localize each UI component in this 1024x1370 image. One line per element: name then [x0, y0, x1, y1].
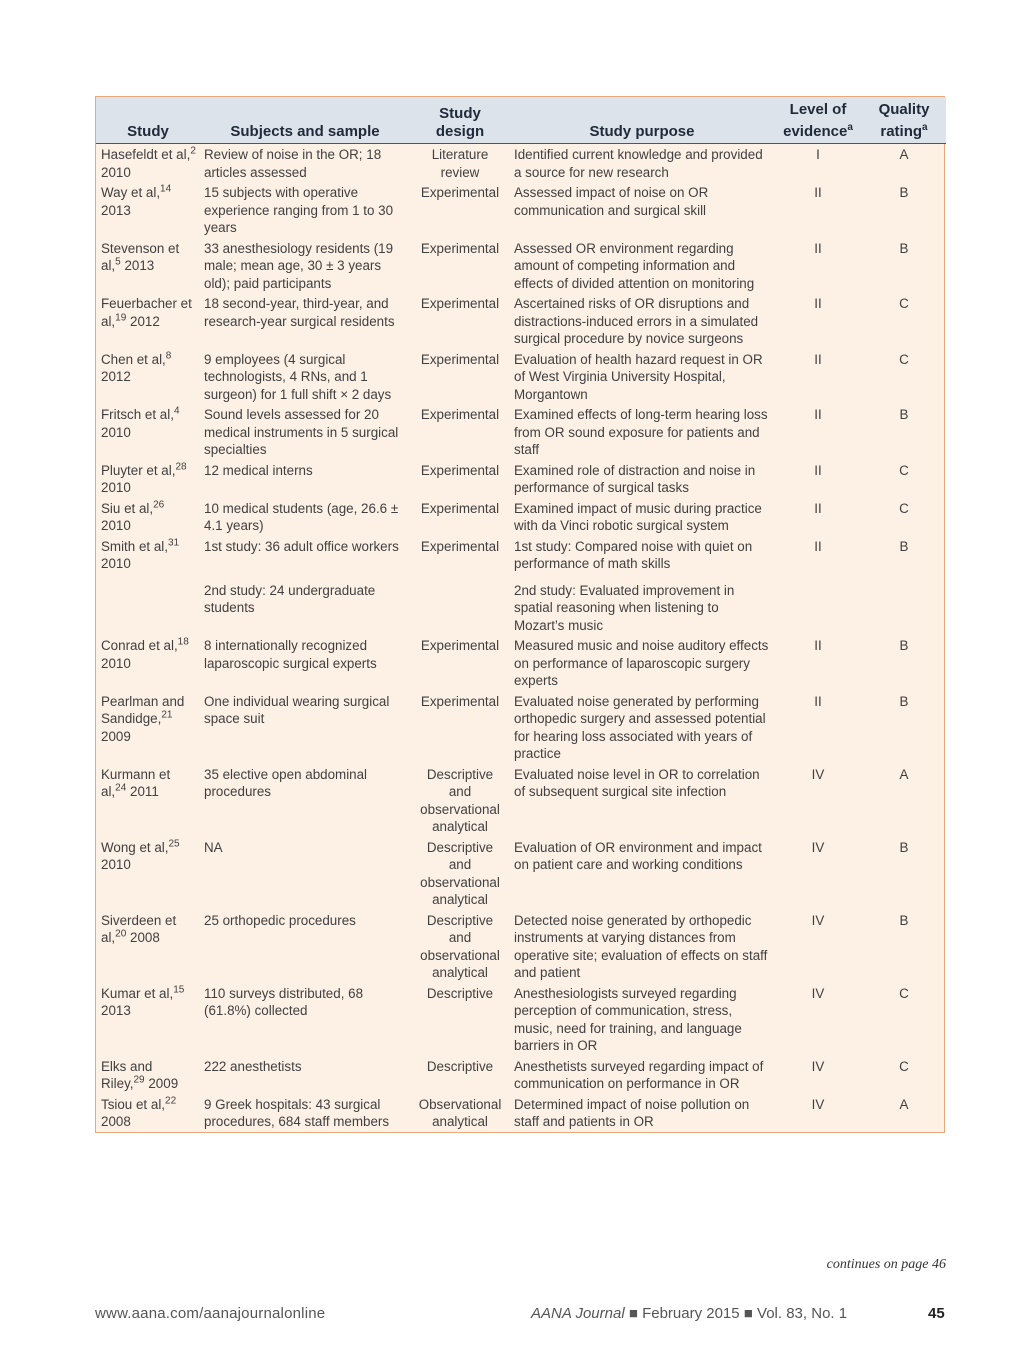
cell-design: Experimental	[420, 538, 500, 554]
study-author: Smith et al,	[101, 538, 168, 554]
cell-purpose: Examined role of distraction and noise in performance of surgical tasks	[514, 462, 756, 495]
cell-design: Experimental	[420, 638, 500, 653]
cell-quality: B	[899, 185, 909, 200]
cell-subjects: 35 elective open abdominal procedures	[204, 766, 368, 799]
cell-design: Descriptive and observational analytical	[420, 839, 500, 907]
cell-level: II	[814, 296, 822, 311]
cell-level: II	[814, 185, 822, 200]
cell-level: II	[814, 240, 822, 256]
table-row	[96, 404, 946, 460]
study-year: 2012	[101, 369, 131, 384]
study-author: Stevenson et al,	[101, 240, 180, 273]
cell-design: Experimental	[420, 462, 500, 478]
table-row	[96, 182, 946, 238]
table-row	[96, 1094, 946, 1132]
cell-subjects: 222 anesthetists	[204, 1058, 302, 1074]
cell-quality: B	[899, 240, 909, 256]
table-row	[96, 536, 946, 574]
study-year: 2010	[101, 857, 131, 872]
cell-subjects: 8 internationally recognized laparoscopic surgical experts	[204, 638, 377, 671]
cell-design: Descriptive and observational analytical	[420, 912, 500, 980]
reference-number: 28	[175, 461, 187, 473]
cell-quality: A	[899, 766, 909, 782]
study-author: Elks and Riley,	[101, 1058, 153, 1091]
study-year: 2009	[101, 728, 131, 744]
table-row	[96, 293, 946, 349]
cell-level: IV	[811, 766, 825, 782]
cell-purpose: Anesthetists surveyed regarding impact of communication on performance in OR	[514, 1058, 764, 1091]
reference-number: 22	[165, 1095, 177, 1107]
cell-purpose: Measured music and noise auditory effects on performance of laparoscopic surgery experts	[514, 638, 769, 688]
table-row	[96, 691, 946, 764]
reference-number: 18	[177, 636, 189, 648]
table-row	[96, 574, 946, 636]
reference-number: 2	[190, 145, 196, 157]
study-author: Wong et al,	[101, 839, 169, 855]
reference-number: 19	[115, 312, 127, 324]
study-year: 2013	[101, 202, 131, 218]
reference-number: 31	[167, 537, 180, 549]
study-year: 2010	[101, 556, 131, 571]
cell-level: II	[814, 500, 822, 516]
cell-level: I	[816, 147, 820, 162]
cell-study	[96, 144, 200, 183]
cell-purpose: Evaluated noise generated by performing orthopedic surgery and assessed potential for hearing loss associated with years of practice	[514, 693, 766, 761]
cell-quality: A	[899, 147, 909, 162]
study-author: Tsiou et al,	[101, 1096, 166, 1112]
cell-purpose: Assessed impact of noise on OR communication and surgical skill	[514, 185, 709, 218]
cell-subjects: NA	[204, 839, 223, 855]
cell-subjects: 2nd study: 24 undergraduate students	[204, 582, 376, 615]
cell-quality: B	[899, 407, 909, 422]
cell-purpose: 2nd study: Evaluated improvement in spatial reasoning when listening to Mozart’s music	[514, 582, 735, 633]
cell-purpose: Detected noise generated by orthopedic instruments at varying distances from operative site; evaluation of effects on staff and patient	[514, 912, 768, 980]
header-study: Study	[96, 97, 200, 144]
footer-separator: ■	[628, 1305, 638, 1322]
table-body	[96, 144, 946, 1132]
cell-quality: C	[899, 985, 909, 1001]
cell-purpose: 1st study: Compared noise with quiet on performance of math skills	[514, 538, 753, 571]
study-author: Chen et al,	[101, 351, 166, 367]
cell-level: IV	[811, 912, 825, 928]
study-year: 2010	[101, 480, 131, 495]
cell-purpose: Examined impact of music during practice with da Vinci robotic surgical system	[514, 500, 762, 533]
cell-design: Experimental	[420, 500, 500, 516]
study-author: Pluyter et al,	[101, 462, 176, 478]
study-author: Siu et al,	[101, 500, 154, 516]
cell-study	[96, 983, 200, 1056]
cell-quality	[862, 574, 946, 636]
cell-purpose: Determined impact of noise pollution on staff and patients in OR	[514, 1096, 750, 1129]
study-year: 2010	[101, 518, 131, 533]
table-row	[96, 837, 946, 910]
reference-number: 26	[153, 499, 165, 511]
cell-subjects: 12 medical interns	[204, 462, 313, 478]
cell-subjects: 25 orthopedic procedures	[204, 912, 356, 928]
study-author: Siverdeen et al,	[101, 912, 177, 945]
cell-design: Experimental	[420, 407, 500, 422]
cell-study	[96, 764, 200, 837]
cell-subjects: 33 anesthesiology residents (19 male; mean age, 30 ± 3 years old); paid participants	[204, 240, 394, 291]
reference-number: 25	[168, 838, 180, 850]
table-row	[96, 635, 946, 691]
cell-level: II	[814, 693, 822, 709]
study-author: Hasefeldt et al,	[101, 147, 191, 162]
cell-subjects: Sound levels assessed for 20 medical instruments in 5 surgical specialties	[204, 407, 399, 457]
reference-number: 20	[115, 928, 127, 940]
cell-design: Experimental	[420, 296, 500, 311]
study-year: 2010	[101, 655, 131, 671]
reference-number: 8	[165, 350, 172, 362]
cell-study	[96, 238, 200, 294]
evidence-table-frame	[95, 96, 945, 1133]
study-year: 2008	[101, 1114, 131, 1129]
cell-purpose: Identified current knowledge and provided a source for new research	[514, 147, 763, 180]
study-year: 2010	[101, 424, 131, 440]
study-year: 2009	[148, 1076, 179, 1091]
study-author: Kumar et al,	[101, 985, 174, 1001]
cell-level: IV	[811, 1096, 825, 1112]
cell-study	[96, 910, 200, 983]
cell-purpose: Evaluation of OR environment and impact on patient care and working conditions	[514, 839, 762, 872]
study-author: Feuerbacher et al,	[101, 296, 192, 329]
cell-level: II	[814, 462, 822, 478]
cell-quality: C	[899, 462, 909, 478]
cell-purpose: Ascertained risks of OR disruptions and distractions-induced errors in a simulated surgical procedure by novice surgeons	[514, 296, 759, 346]
cell-design	[410, 574, 510, 636]
cell-purpose: Evaluated noise level in OR to correlation of subsequent surgical site infection	[514, 766, 760, 799]
reference-number: 4	[173, 405, 180, 417]
journal-issue: February 2015	[642, 1305, 740, 1322]
cell-quality: C	[899, 296, 909, 311]
cell-study	[96, 498, 200, 536]
cell-level: II	[814, 538, 822, 554]
page-number: 45	[928, 1305, 945, 1322]
cell-design: Experimental	[420, 351, 500, 367]
cell-purpose: Examined effects of long-term hearing loss from OR sound exposure for patients and staff	[514, 407, 768, 457]
evidence-table	[96, 97, 946, 1132]
cell-design: Descriptive and observational analytical	[420, 766, 500, 834]
cell-study	[96, 349, 200, 405]
cell-level: II	[814, 407, 822, 422]
header-purpose: Study purpose	[510, 97, 774, 144]
cell-quality: B	[899, 839, 909, 855]
cell-quality: C	[899, 500, 909, 516]
table-row	[96, 498, 946, 536]
cell-study	[96, 635, 200, 691]
study-author: Kurmann et al,	[101, 766, 171, 799]
table-header	[96, 97, 946, 144]
header-quality: Quality rating$^a$	[862, 97, 946, 144]
cell-subjects: 9 Greek hospitals: 43 surgical procedures, 684 staff members	[204, 1096, 390, 1129]
table-row	[96, 1056, 946, 1094]
cell-design: Observational analytical	[418, 1096, 502, 1129]
study-author: Conrad et al,	[101, 638, 178, 653]
table-row	[96, 983, 946, 1056]
study-year: 2012	[130, 313, 160, 329]
cell-level: II	[814, 638, 822, 653]
reference-number: 5	[115, 256, 121, 268]
reference-number: 29	[133, 1074, 145, 1086]
cell-study	[96, 182, 200, 238]
footer-separator: ■	[743, 1305, 753, 1322]
reference-number: 14	[160, 183, 172, 195]
cell-subjects: One individual wearing surgical space suit	[204, 693, 390, 726]
cell-subjects: 15 subjects with operative experience ranging from 1 to 30 years	[204, 185, 394, 235]
cell-quality: B	[899, 693, 909, 709]
cell-level: II	[814, 351, 822, 367]
cell-study	[96, 1094, 200, 1132]
cell-design: Experimental	[420, 693, 500, 709]
study-author: Way et al,	[101, 185, 161, 200]
cell-study	[96, 574, 200, 636]
cell-purpose: Evaluation of health hazard request in OR of West Virginia University Hospital, Morgantown	[514, 351, 763, 402]
cell-study	[96, 691, 200, 764]
cell-subjects: 18 second-year, third-year, and research-year surgical residents	[204, 296, 395, 329]
cell-purpose: Assessed OR environment regarding amount of competing information and effects of divided attention on monitoring	[514, 240, 755, 291]
cell-subjects: 1st study: 36 adult office workers	[204, 538, 399, 554]
study-year: 2008	[130, 930, 160, 945]
reference-number: 15	[173, 984, 185, 996]
journal-volume: Vol. 83, No. 1	[757, 1305, 848, 1322]
table-row	[96, 349, 946, 405]
table-row	[96, 460, 946, 498]
cell-design: Literature review	[431, 147, 489, 180]
cell-study	[96, 293, 200, 349]
cell-design: Descriptive	[426, 985, 494, 1001]
footer-url: www.aana.com/aanajournalonline	[95, 1305, 326, 1322]
cell-subjects: 10 medical students (age, 26.6 ± 4.1 years)	[204, 500, 399, 533]
footer-citation	[531, 1305, 847, 1322]
study-year: 2013	[101, 1003, 131, 1018]
cell-level: IV	[811, 1058, 825, 1074]
cell-study	[96, 837, 200, 910]
cell-level: IV	[811, 985, 825, 1001]
table-row	[96, 910, 946, 983]
continues-note: continues on page 46	[826, 1257, 946, 1272]
table-row	[96, 764, 946, 837]
cell-quality: A	[899, 1096, 909, 1112]
cell-subjects: 9 employees (4 surgical technologists, 4 RNs, and 1 surgeon) for 1 full shift × 2 days	[204, 351, 392, 402]
study-year: 2011	[130, 784, 159, 799]
reference-number: 24	[115, 782, 127, 794]
cell-study	[96, 536, 200, 574]
cell-subjects: Review of noise in the OR; 18 articles assessed	[204, 147, 382, 180]
cell-study	[96, 404, 200, 460]
cell-study	[96, 460, 200, 498]
study-year: 2013	[124, 258, 155, 273]
study-author: Fritsch et al,	[101, 407, 174, 422]
cell-quality: C	[899, 1058, 909, 1074]
cell-purpose: Anesthesiologists surveyed regarding perception of communication, stress, music, need for training, and language barriers in OR	[514, 985, 742, 1053]
cell-quality: C	[899, 351, 909, 367]
header-subjects: Subjects and sample	[200, 97, 410, 144]
cell-design: Experimental	[420, 185, 500, 200]
cell-quality: B	[899, 912, 909, 928]
journal-name: AANA Journal	[531, 1305, 625, 1322]
cell-subjects: 110 surveys distributed, 68 (61.8%) collected	[204, 985, 364, 1018]
cell-level	[774, 574, 862, 636]
cell-study	[96, 1056, 200, 1094]
table-row	[96, 238, 946, 294]
study-author: Pearlman and Sandidge,	[101, 693, 185, 726]
cell-design: Descriptive	[426, 1058, 494, 1074]
table-row	[96, 144, 946, 183]
header-level: Level of evidence$^a$	[774, 97, 862, 144]
cell-quality: B	[899, 538, 909, 554]
header-design: Study design	[410, 97, 510, 144]
reference-number: 21	[161, 709, 173, 721]
cell-level: IV	[811, 839, 825, 855]
cell-design: Experimental	[420, 240, 500, 256]
study-year: 2010	[101, 164, 131, 180]
cell-quality: B	[899, 638, 909, 653]
